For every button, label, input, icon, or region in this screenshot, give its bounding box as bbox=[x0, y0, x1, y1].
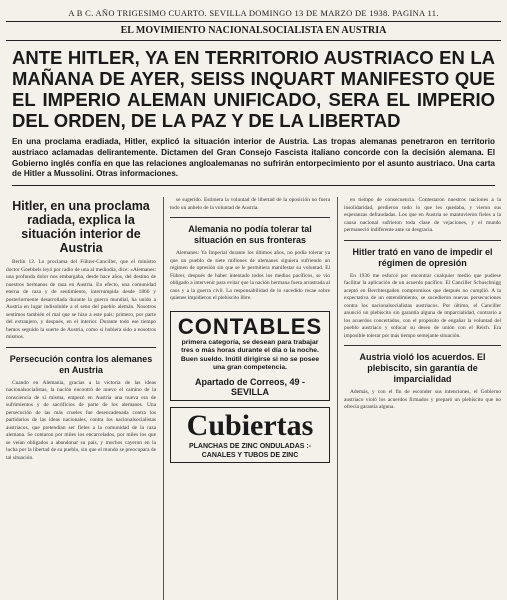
advertisement-contables bbox=[170, 311, 330, 401]
subheading-alemania: Alemania no podía tolerar tal situación en sus fronteras bbox=[188, 224, 312, 245]
ad-text: PLANCHAS DE ZINC ONDULADAS :- CANALES Y TUBOS DE ZINC bbox=[188, 442, 312, 459]
divider bbox=[170, 217, 330, 218]
column-divider bbox=[337, 197, 338, 600]
ad-title: Cubiertas bbox=[186, 408, 314, 442]
ad-text: primera categoría, se desean para trabajar tres o más horas durante el día o la noche. Buen sueldo. Inútil dirigirse si no se posee una gran competencia. bbox=[180, 338, 320, 371]
article-text: Alemanes: Ya Imperial durante los últimos años, no podía tolerar ya que un pueblo de siete millones de alemanes siguiera sufriendo un régimen de opresión sin que se le permitiera manifestar su voluntad. El Führer, después de haber intentado todos los medios pacíficos, se vio obligado a intervenir para evitar que la nación hermana fuera arrastrada al caos y a la guerra civil. La responsabilidad de lo sucedido recae sobre quienes impidieron el plebiscito libre. bbox=[170, 250, 330, 301]
subheading-austria-violo: Austria violó los acuerdos. El plebiscito, sin garantía de imparcialidad bbox=[359, 352, 486, 384]
lead-summary: En una proclama eradiada, Hitler, explicó la situación interior de Austria. Las tropas alemanas penetraron en territorio austriaco aclamadas delirantemente. Dictamen del Gran Consejo Fascista italiano concorde con la decisión alemana. El Gobierno inglés confía en que las relaciones angloalemanas no sufrirán entorpecimiento por el asunto austriaco. Una carta de Hitler a Mussolini. Otras informaciones. bbox=[12, 137, 495, 186]
article-text: Berlín 12. Lo proclama del Führer-Canciller, que el ministro doctor Goebbels leyó por radio de una al mediodía, dice: «Alemanes: una profunda dolor nos embargaba, desde hace años, del destino de nuestros hermanos de raza en Austria. En efecto, una comunidad eterna de raza y de sentimiento, interrumpida desde 1866 y posteriormente desarrollada durante la guerra mundial, ha unido a Austria en lugar indisoluble a el seno del pueblo alemán. Nosotros sentimos también el mal que se hizo a este país; primero, por parte del extranjero, y después, en el interior. Durante todo ese tiempo hemos seguido la suerte de Austria, como si hubiera sido a nosotros mismos. bbox=[6, 259, 156, 340]
column-3 bbox=[344, 197, 501, 600]
article-text: se sugerido. Estimera la voluntad de libertad de la oposición no fuera todo un anhelo de la voluntad de Austria. bbox=[170, 197, 330, 211]
column-2 bbox=[170, 197, 330, 600]
divider bbox=[344, 345, 501, 346]
masthead: A B C. AÑO TRIGESIMO CUARTO. SEVILLA DOMINGO 13 DE MARZO DE 1938. PAGINA 11. bbox=[6, 4, 501, 22]
column-divider bbox=[163, 197, 164, 600]
article-text: Además, y con el fin de esconder sus intenciones, el Gobierno austriaco violó los acuerdos firmados y preparó un plebiscito que no ofrecía garantía alguna. bbox=[344, 389, 501, 410]
divider bbox=[344, 240, 501, 241]
section-title: EL MOVIMIENTO NACIONALSOCIALISTA EN AUSTRIA bbox=[6, 22, 501, 41]
advertisement-cubiertas bbox=[170, 407, 330, 463]
column-1 bbox=[6, 197, 156, 600]
article-columns bbox=[6, 197, 501, 600]
ad-title: CONTABLES bbox=[177, 313, 323, 339]
main-headline: ANTE HITLER, YA EN TERRITORIO AUSTRIACO EN LA MAÑANA DE AYER, SEISS INQUART MANIFESTO QUE EL IMPERIO ALEMAN UNIFICADO, SERA EL IMPERIO DEL ORDEN, DE LA PAZ Y DE LA LIBERTAD bbox=[12, 47, 495, 131]
subheading-persecucion: Persecución contra los alemanes en Austria bbox=[9, 353, 153, 375]
article-text: en tiempo de consecuencia. Contestaron nuestros naciones a la insolidaridad, perdieron todo lo que les quedaba, y vieron sus esperanzas defraudadas. Los que en Austria se mantuvieron fieles a la causa nacional sufrieron toda clase de vejaciones, y el mundo permaneció indiferente ante su desgracia. bbox=[344, 197, 501, 233]
article-text: En 1936 me esforcé por encontrar cualquier medio que pudiese facilitar la aplicación de un acuerdo pacífico. El Canciller Schuschnigg aceptó en Berchtesgaden compromisos que después no cumplió. A la expectativa de un entendimiento, se sucedieron nuevas persecuciones contra los nacionalsocialistas austriacos. Por último, el Canciller anunció un plebiscito sin garantía alguna de imparcialidad, contrario a los acuerdos concertados, con el propósito de engañar la voluntad del pueblo austriaco y sofocar su deseo de unión con el Reich. Era imposible tolerar por más tiempo semejante situación. bbox=[344, 272, 501, 339]
subheading-proclama: Hitler, en una proclama radiada, explica la situación interior de Austria bbox=[12, 199, 150, 255]
subheading-hitler-trato: Hitler trató en vano de impedir el régimen de opresión bbox=[352, 246, 493, 268]
ad-address: Apartado de Correos, 49 - SEVILLA bbox=[194, 376, 306, 397]
article-text: Cuando en Alemania, gracias a la victoria de las ideas nacionalsocialistas, la nación encontró de nuevo el camino de la consciencia de sí misma, empezó en Austria una nueva era de sufrimientos y de sacrificios de parte de los alemanes. Una persecución de las más crueles fue desencadenada contra los partidarios de las ideas nacionales, contra los nacionalsocialistas austriacos, que pretendían ser fieles a la comunidad de la raza alemana. Se contaron por miles los encarcelados, por miles los que se veían obligados a abandonar su país, y muchos cayeron en la lucha por la libertad de su pueblo, sin que el mundo se preocupara de tal situación. bbox=[6, 379, 156, 461]
divider bbox=[6, 347, 156, 348]
